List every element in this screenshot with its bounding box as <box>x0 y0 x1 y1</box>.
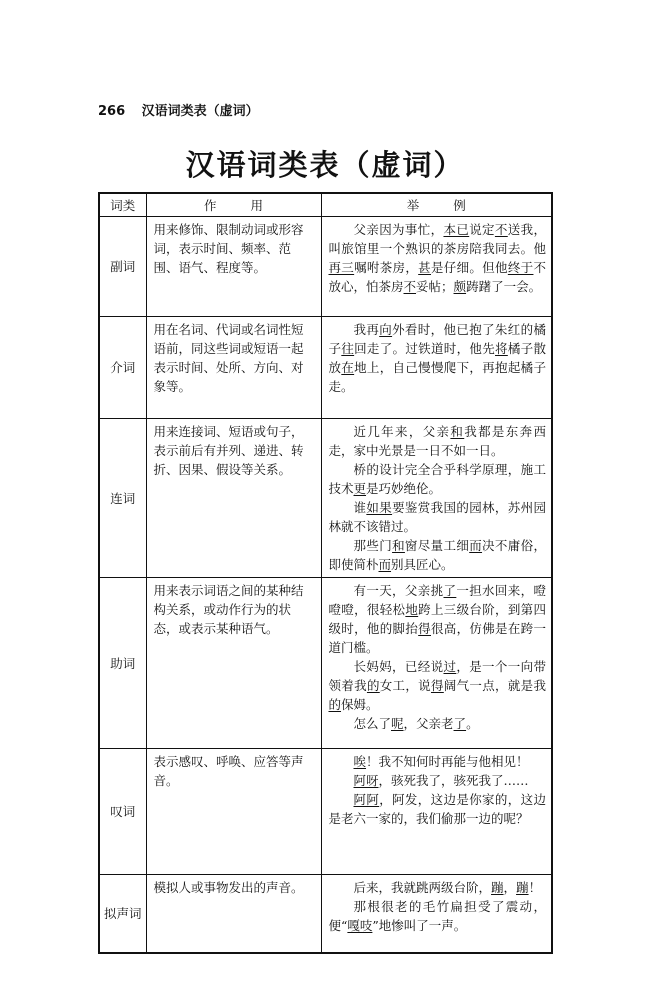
table-row <box>99 749 552 875</box>
example-text: 我都是东奔西走，家中光景是一日不如一日。 <box>328 424 546 458</box>
example-text: 要鉴赏我国的园林，苏州园林就不该错过。 <box>328 500 546 534</box>
example-sentence <box>329 790 547 828</box>
table-row <box>99 578 552 749</box>
highlighted-word: 在 <box>341 360 355 375</box>
example-text: 是巧妙绝伦。 <box>366 481 442 496</box>
examples-cell <box>321 217 552 317</box>
page-title: 汉语词类表（虚词） <box>185 148 465 182</box>
word-category: 叹词 <box>99 749 146 875</box>
highlighted-word: 和 <box>450 424 465 439</box>
example-sentence <box>329 498 547 536</box>
function-description: 用来表示词语之间的某种结构关系，或动作行为的状态，或表示某种语气。 <box>146 578 321 749</box>
highlighted-word: 了 <box>443 583 457 598</box>
example-text: 很高，仿佛是在跨一道门槛。 <box>328 621 546 655</box>
examples-cell <box>321 749 552 875</box>
example-sentence <box>329 878 547 897</box>
highlighted-word: 如果 <box>366 500 393 515</box>
highlighted-word: 甚 <box>418 260 431 275</box>
example-text: 近几年来，父亲 <box>353 424 451 439</box>
header-function: 作用 <box>146 193 321 217</box>
highlighted-word: 得 <box>430 678 444 693</box>
example-text: ，骇死我了，骇死我了…… <box>378 773 529 788</box>
example-text: ”地惨叫了一声。 <box>372 918 467 933</box>
highlighted-word: 更 <box>353 481 367 496</box>
example-text: 长妈妈，已经说 <box>353 659 444 674</box>
function-description: 表示感叹、呼唤、应答等声音。 <box>146 749 321 875</box>
highlighted-word: 和 <box>392 538 405 553</box>
example-sentence <box>329 657 547 714</box>
highlighted-word: 不 <box>403 279 417 294</box>
highlighted-word: 蹦 <box>516 880 529 895</box>
example-text: 后来，我就跳两级台阶， <box>353 880 492 895</box>
highlighted-word: 唉 <box>353 754 367 769</box>
table-row <box>99 419 552 578</box>
word-class-table <box>98 192 553 954</box>
highlighted-word: 得 <box>418 621 431 636</box>
function-description: 用来修饰、限制动词或形容词，表示时间、频率、范围、语气、程度等。 <box>146 217 321 317</box>
example-text: 。 <box>466 716 479 731</box>
highlighted-word: 将 <box>495 341 508 356</box>
highlighted-word: 的 <box>328 697 342 712</box>
header-examples: 举例 <box>321 193 552 217</box>
table-header-row <box>99 193 552 217</box>
example-sentence <box>329 897 547 935</box>
example-sentence <box>329 460 547 498</box>
example-sentence <box>329 771 547 790</box>
highlighted-word: 蹦 <box>491 880 504 895</box>
highlighted-word: 阿呀 <box>353 773 379 788</box>
example-text: 是仔细。但他 <box>430 260 508 275</box>
example-text: 说定 <box>469 222 495 237</box>
example-text: 嘱咐茶房， <box>354 260 419 275</box>
example-text: 跨上三级台阶，到第四级时，他的脚抬 <box>328 602 546 636</box>
example-text: 妥帖； <box>416 279 454 294</box>
example-text: 回走了。过铁道时，他先 <box>354 341 496 356</box>
highlighted-word: 往 <box>341 341 355 356</box>
highlighted-word: 嘎吱 <box>347 918 373 933</box>
example-sentence <box>329 752 547 771</box>
table-row <box>99 875 552 953</box>
highlighted-word: 向 <box>379 322 393 337</box>
example-text: 橘子散放 <box>328 341 546 375</box>
examples-cell <box>321 875 552 953</box>
highlighted-word: 本已 <box>443 222 470 237</box>
table-row <box>99 217 552 317</box>
example-text: 我再 <box>353 322 380 337</box>
highlighted-word: 而 <box>378 557 392 572</box>
table-body <box>99 217 552 953</box>
example-text: ，阿发，这边是你家的，这边是老六一家的，我们偷那一边的呢？ <box>328 792 546 826</box>
running-title: 汉语词类表（虚词） <box>141 104 259 119</box>
example-text: 怎么了 <box>353 716 392 731</box>
word-category: 介词 <box>99 317 146 419</box>
example-text: 谁 <box>353 500 367 515</box>
examples-cell <box>321 317 552 419</box>
word-category: 连词 <box>99 419 146 578</box>
example-text: 别具匠心。 <box>391 557 454 572</box>
example-text: 送我，叫旅馆里一个熟识的茶房陪我同去。他 <box>328 222 546 256</box>
example-text: 有一天，父亲挑 <box>353 583 444 598</box>
highlighted-word: 过 <box>443 659 457 674</box>
running-head <box>98 100 259 119</box>
table-row <box>99 317 552 419</box>
examples-cell <box>321 578 552 749</box>
example-text: 踌躇了一会。 <box>466 279 542 294</box>
highlighted-word: 的 <box>366 678 380 693</box>
highlighted-word: 不 <box>494 222 508 237</box>
example-sentence <box>329 422 547 460</box>
example-text: 那根很老的毛竹扁担受了震动，便“ <box>328 899 546 933</box>
example-text: ！我不知何时再能与他相见！ <box>366 754 529 769</box>
example-sentence <box>329 581 547 657</box>
example-text: 保姆。 <box>341 697 379 712</box>
highlighted-word: 而 <box>469 538 483 553</box>
example-text: ！ <box>528 880 542 895</box>
highlighted-word: 终于 <box>507 260 534 275</box>
examples-cell <box>321 419 552 578</box>
example-sentence <box>329 320 547 396</box>
example-text: 不放心，怕茶房 <box>328 260 546 294</box>
highlighted-word: 颇 <box>453 279 467 294</box>
example-sentence <box>329 714 547 733</box>
example-sentence <box>329 220 547 296</box>
function-description: 用在名词、代词或名词性短语前，同这些词或短语一起表示时间、处所、方向、对象等。 <box>146 317 321 419</box>
highlighted-word: 地 <box>405 602 419 617</box>
word-category: 拟声词 <box>99 875 146 953</box>
example-text: 父亲因为事忙， <box>353 222 444 237</box>
page-number: 266 <box>98 104 126 119</box>
highlighted-word: 再三 <box>328 260 355 275</box>
example-text: ， <box>503 880 517 895</box>
highlighted-word: 呢 <box>391 716 404 731</box>
example-text: 窗尽量工细 <box>404 538 470 553</box>
example-text: 外看时，他已抱了朱红的橘子 <box>328 322 546 356</box>
example-text: ，父亲老 <box>403 716 454 731</box>
highlighted-word: 了 <box>453 716 467 731</box>
example-sentence <box>329 536 547 574</box>
highlighted-word: 阿阿 <box>353 792 380 807</box>
example-text: 一担水回来，噔噔噔，很轻松 <box>328 583 546 617</box>
word-category: 助词 <box>99 578 146 749</box>
example-text: 决不庸俗，即使简朴 <box>328 538 546 572</box>
example-text: 阔气一点，就是我 <box>443 678 546 693</box>
function-description: 模拟人或事物发出的声音。 <box>146 875 321 953</box>
example-text: ，是一个一向带领着我 <box>328 659 546 693</box>
example-text: 桥的设计完全合乎科学原理，施工技术 <box>328 462 546 496</box>
example-text: 那些门 <box>353 538 393 553</box>
example-text: 女工，说 <box>379 678 431 693</box>
example-text: 地上，自己慢慢爬下，再抱起橘子走。 <box>328 360 546 394</box>
word-category: 副词 <box>99 217 146 317</box>
function-description: 用来连接词、短语或句子，表示前后有并列、递进、转折、因果、假设等关系。 <box>146 419 321 578</box>
header-category: 词类 <box>99 193 146 217</box>
